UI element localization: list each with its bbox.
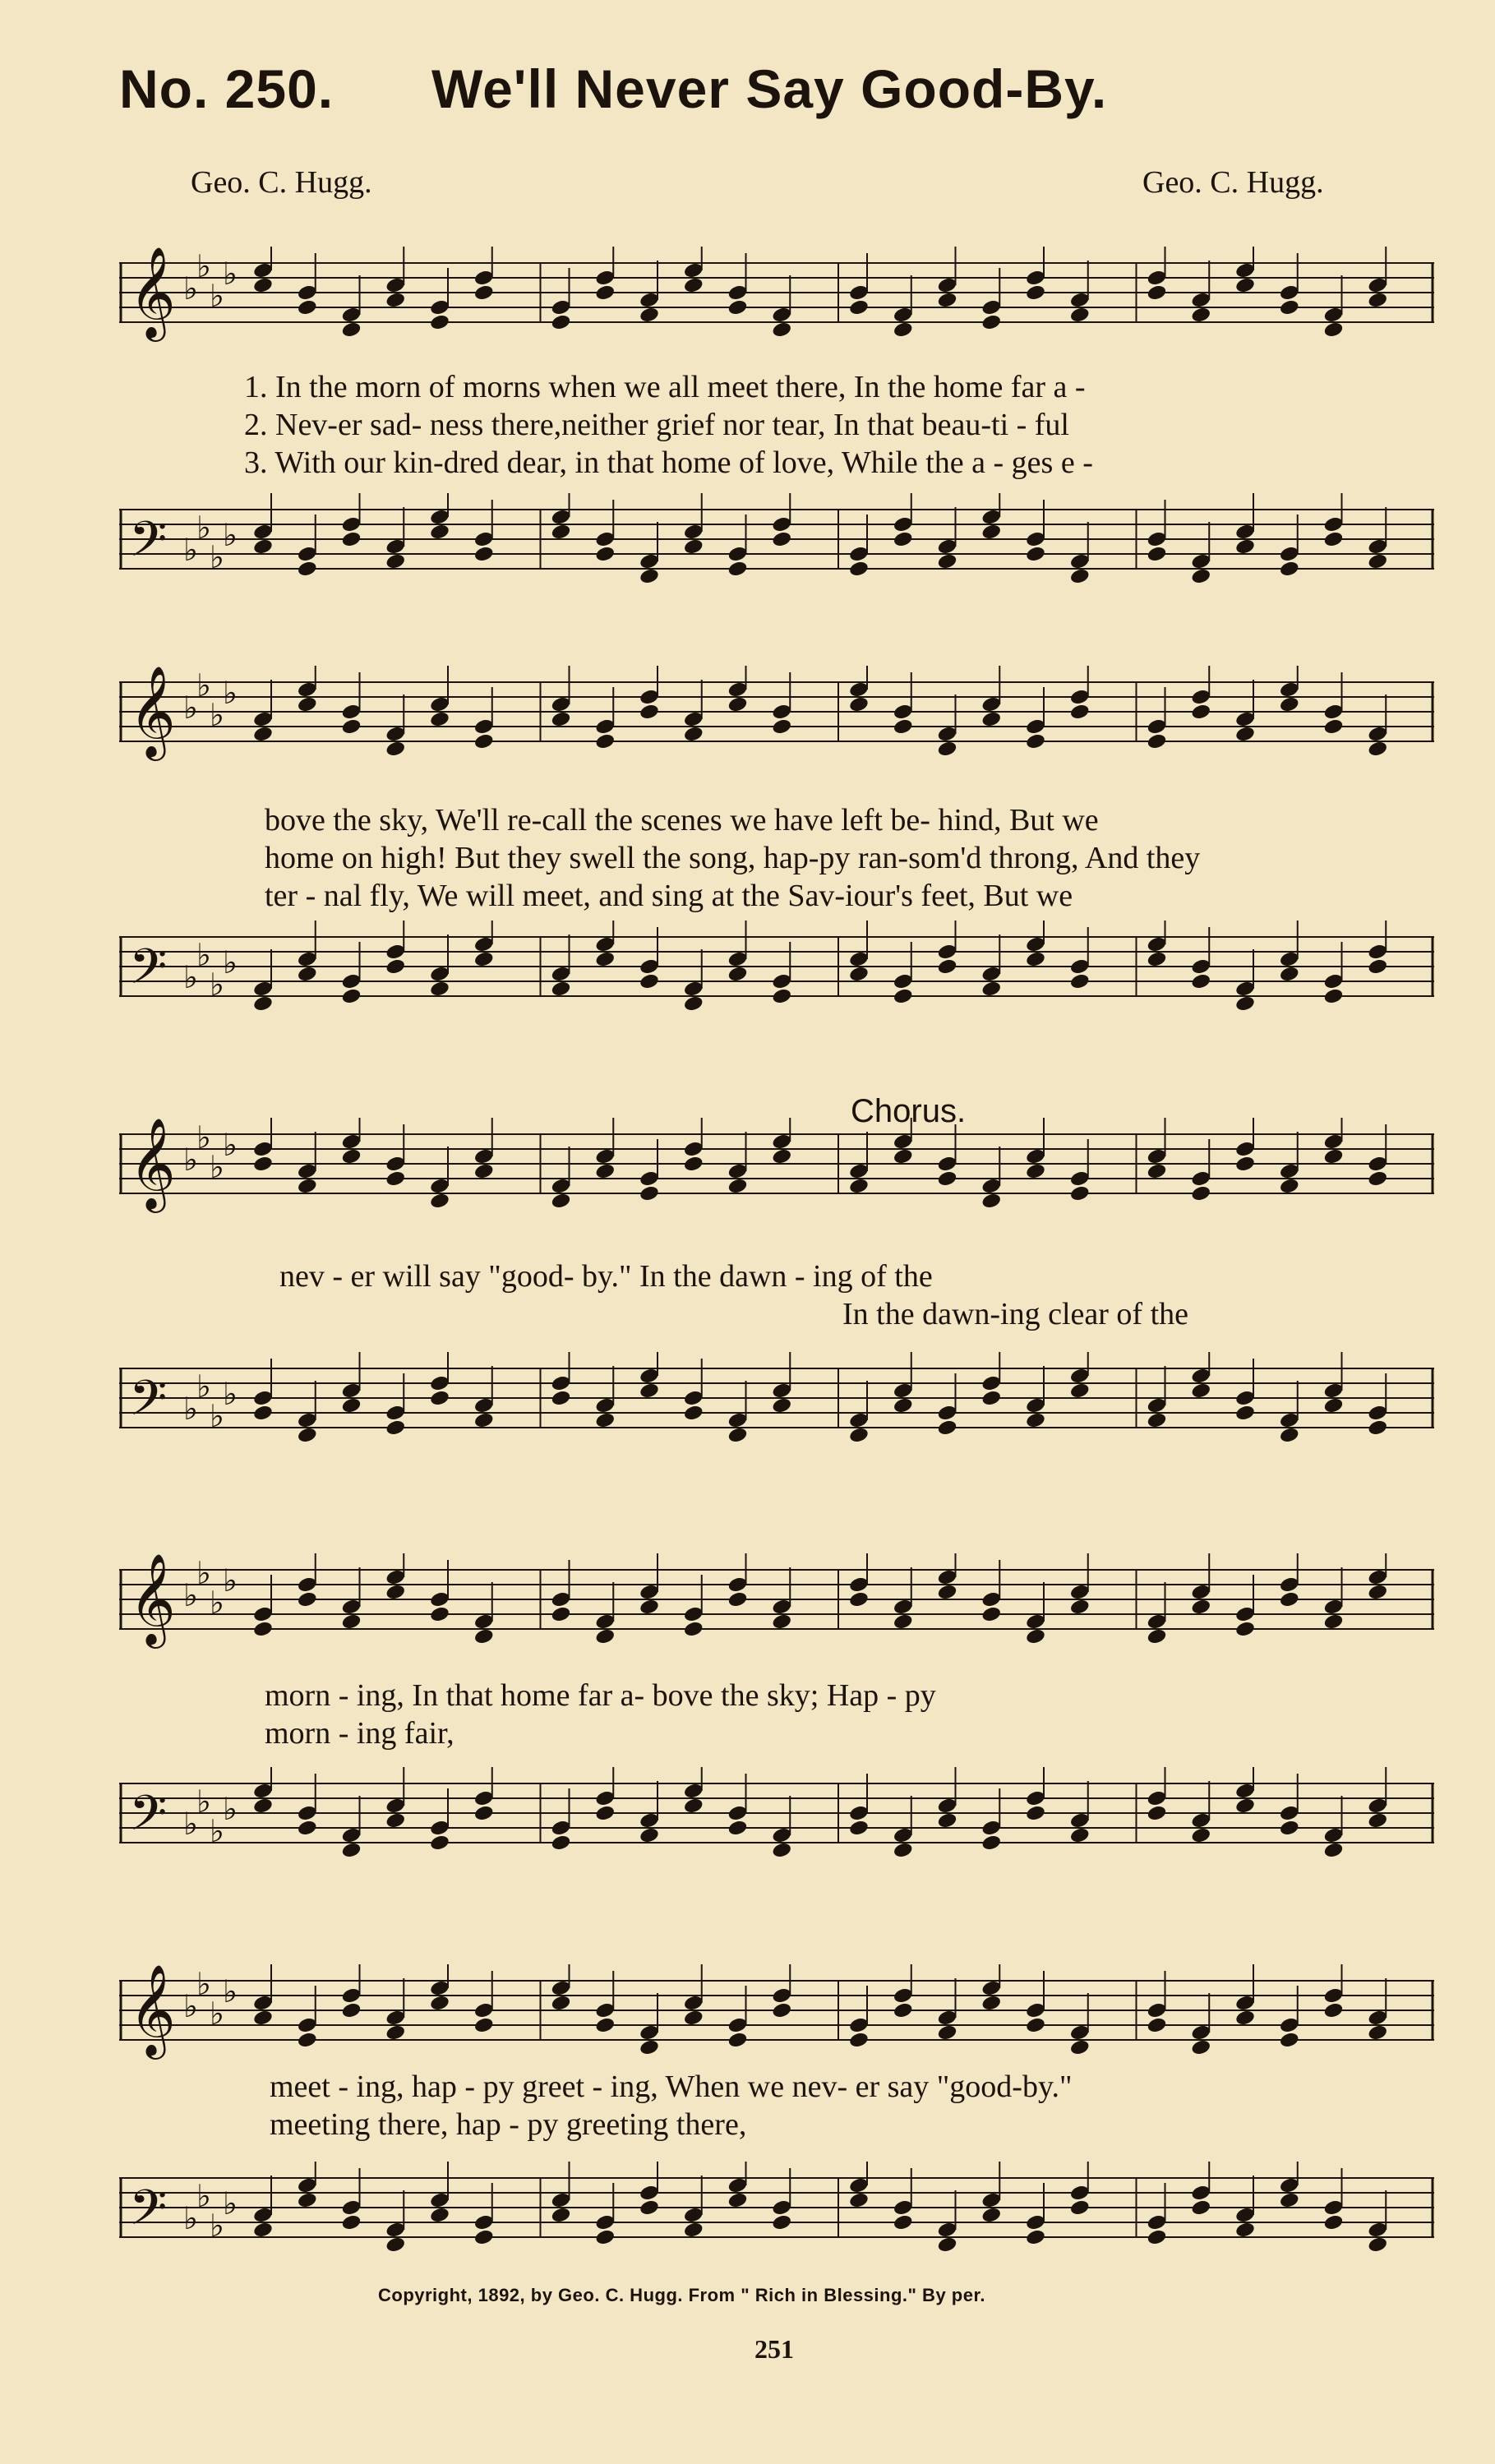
flat-icon: ♭	[196, 248, 211, 284]
flat-icon: ♭	[196, 1783, 211, 1820]
flat-icon: ♭	[210, 1813, 224, 1849]
treble-clef-icon: 𝄞	[129, 1964, 176, 2056]
chorus-line-2: meet - ing, hap - py greet - ing, When we nev- er say "good-by."	[270, 2069, 1073, 2104]
staff-treble-1	[119, 247, 1434, 362]
staff-bass-3	[119, 1352, 1434, 1483]
copyright-notice: Copyright, 1892, by Geo. C. Hugg. From " Rich in Blessing." By per.	[378, 2285, 985, 2305]
staff-bass-5	[119, 2162, 1434, 2293]
flat-icon: ♭	[210, 539, 224, 575]
flat-icon: ♭	[196, 510, 211, 546]
treble-clef-icon: 𝄞	[129, 1118, 176, 1209]
flat-icon: ♭	[183, 959, 198, 995]
chorus-line-1-alt: morn - ing fair,	[265, 1716, 454, 1751]
flat-icon: ♭	[223, 2185, 238, 2222]
bass-clef-icon: 𝄢	[129, 510, 168, 579]
composer-credit: Geo. C. Hugg.	[1142, 165, 1324, 200]
hymn-number: No. 250.	[119, 58, 335, 119]
treble-clef-icon: 𝄞	[129, 1553, 176, 1645]
hymn-title: We'll Never Say Good-By.	[431, 58, 1108, 119]
flat-icon: ♭	[210, 1996, 224, 2032]
bass-clef-icon: 𝄢	[129, 2179, 168, 2248]
flat-icon: ♭	[196, 1368, 211, 1405]
flat-icon: ♭	[223, 1376, 238, 1412]
flat-icon: ♭	[210, 2208, 224, 2244]
verse-2-line-3: In the dawn-ing clear of the	[842, 1297, 1188, 1331]
staff-bass-1	[119, 493, 1434, 625]
staff-treble-2	[119, 666, 1434, 789]
flat-icon: ♭	[196, 1555, 211, 1591]
flat-icon: ♭	[183, 2200, 198, 2236]
flat-icon: ♭	[210, 1585, 224, 1621]
flat-icon: ♭	[223, 1973, 238, 2009]
verse-1-line-2: bove the sky, We'll re-call the scenes we have left be- hind, But we	[265, 803, 1099, 837]
flat-icon: ♭	[223, 675, 238, 711]
staff-bass-2	[119, 921, 1434, 1052]
lyricist-credit: Geo. C. Hugg.	[191, 165, 372, 200]
flat-icon: ♭	[210, 1149, 224, 1185]
flat-icon: ♭	[210, 697, 224, 733]
flat-icon: ♭	[210, 967, 224, 1003]
staff-treble-3	[119, 1118, 1434, 1241]
flat-icon: ♭	[183, 1577, 198, 1613]
flat-icon: ♭	[223, 1562, 238, 1599]
verse-1-line-3: nev - er will say "good- by." In the dawn - ing of the	[279, 1259, 933, 1294]
flat-icon: ♭	[183, 1988, 198, 2024]
flat-icon: ♭	[210, 1398, 224, 1434]
bass-clef-icon: 𝄢	[129, 1784, 168, 1853]
staff-bass-4	[119, 1767, 1434, 1899]
chorus-line-1: morn - ing, In that home far a- bove the sky; Hap - py	[265, 1678, 936, 1713]
flat-icon: ♭	[183, 532, 198, 568]
treble-clef-icon: 𝄞	[129, 666, 176, 757]
flat-icon: ♭	[196, 1966, 211, 2002]
flat-icon: ♭	[183, 1391, 198, 1427]
flat-icon: ♭	[196, 2178, 211, 2214]
flat-icon: ♭	[210, 278, 224, 314]
flat-icon: ♭	[223, 1127, 238, 1163]
flat-icon: ♭	[223, 517, 238, 553]
flat-icon: ♭	[223, 256, 238, 292]
chorus-line-2-alt: meeting there, hap - py greeting there,	[270, 2107, 747, 2142]
staff-treble-4	[119, 1553, 1434, 1677]
flat-icon: ♭	[223, 944, 238, 981]
flat-icon: ♭	[196, 937, 211, 973]
verse-3-line-2: ter - nal fly, We will meet, and sing at the Sav-iour's feet, But we	[265, 879, 1073, 913]
bass-clef-icon: 𝄢	[129, 938, 168, 1007]
flat-icon: ♭	[196, 1119, 211, 1156]
bass-clef-icon: 𝄢	[129, 1369, 168, 1438]
verse-2-line-2: home on high! But they swell the song, hap-py ran-som'd throng, And they	[265, 841, 1201, 875]
verse-3-line-1: 3. With our kin-dred dear, in that home of love, While the a - ges e -	[244, 445, 1093, 480]
flat-icon: ♭	[196, 667, 211, 704]
verse-1-line-1: 1. In the morn of morns when we all meet there, In the home far a -	[244, 370, 1086, 404]
flat-icon: ♭	[183, 1806, 198, 1842]
chorus-label: Chorus.	[851, 1093, 967, 1129]
treble-clef-icon: 𝄞	[129, 247, 176, 338]
flat-icon: ♭	[183, 690, 198, 726]
flat-icon: ♭	[183, 1142, 198, 1178]
flat-icon: ♭	[223, 1791, 238, 1827]
verse-2-line-1: 2. Nev-er sad- ness there,neither grief nor tear, In that beau-ti - ful	[244, 408, 1069, 442]
flat-icon: ♭	[183, 270, 198, 307]
page-number: 251	[754, 2334, 794, 2364]
